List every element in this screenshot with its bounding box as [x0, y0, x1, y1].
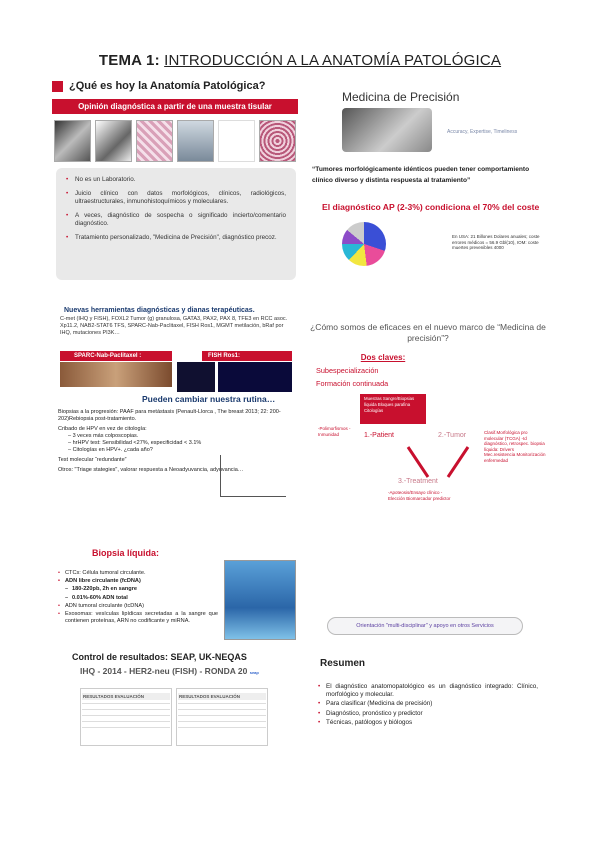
slide4-key1: Subespecialización [316, 366, 379, 375]
slide1-bullet: • A veces, diagnóstico de sospecha o significado incierto/comentario diagnóstico. [66, 212, 286, 228]
slide1-bullet: • Tratamiento personalizado, "Medicina de Precisión", diagnóstico precoz. [66, 234, 286, 242]
title-prefix: TEMA 1: [98, 52, 160, 69]
slide1-images [54, 120, 296, 162]
slide4-sample-box: Muestras Sangre/Biopsias líquida Bloques parafina Citologías [360, 394, 426, 424]
slide4-right-note: Clasif.Morfológica pro molecular (TCGA) -Id diagnóstico, retrospec. biopsia líquida: Drivers Mec.resistencia Monitorización enfermedad [484, 430, 546, 463]
slide6-subheading [80, 666, 259, 676]
slide1-box [56, 168, 296, 280]
results-table-1 [80, 688, 172, 746]
slide3-bullet: Biopsias a la progresión: PAAF para metástasis (Penault-Llorca , The breast 2013; 22: 200-202)Rebiopsia post-tratamiento. [58, 409, 281, 422]
slide3-subbullet: – 3 veces más colposcopias. [68, 433, 139, 439]
slide4-key2: Formación continuada [316, 379, 389, 388]
slide3-subbullet: – hrHPV test: Sensibilidad <27%, especificidad < 3.1% [68, 440, 202, 446]
slide-control-resultados [58, 652, 298, 752]
slide5-item: • CTCs: Célula tumoral circulante. [58, 570, 218, 577]
multidisciplinary-button: Orientación "multi-disciplinar" y apoyo en otros Servicios [327, 617, 523, 635]
slide3-heading: Nuevas herramientas diagnósticas y dianas terapéuticas. [64, 307, 255, 314]
slide2-heading: Medicina de Precisión [342, 90, 460, 104]
slide4-question: ¿Cómo somos de eficaces en el nuevo marco de “Medicina de precisión”? [310, 322, 546, 343]
blood-vessel-image [224, 560, 296, 640]
slide1-heading: ¿Qué es hoy la Anatomía Patológica? [69, 80, 266, 92]
slide-medicina-precision [312, 84, 548, 284]
red-square-icon [52, 81, 63, 92]
pie-chart-graphic [342, 222, 386, 266]
slide4-left-note: -Polimorfismos -Inmunidad [318, 426, 351, 437]
slide3-label-fish: FISH Ros1: [202, 351, 292, 361]
results-table-title: RESULTADOS EVALUACIÓN [82, 693, 170, 700]
fish-image-2 [218, 362, 292, 392]
slide4-treatment: 3.-Treatment [398, 478, 438, 485]
slide6-heading: Control de resultados: SEAP, UK-NEQAS [72, 652, 247, 662]
slide-eficacia [308, 322, 548, 512]
page-title [0, 52, 600, 69]
summary-list [318, 683, 538, 728]
slide3-subheading: Pueden cambiar nuestra rutina… [142, 394, 276, 404]
summary-bullet: • Técnicas, patólogos y biólogos [318, 719, 538, 727]
ihc-image [60, 362, 172, 387]
slide3-subbullet: – Citologías en HPV+. ¿cada año? [68, 447, 153, 453]
slide5-item: • ADN tumoral circulante (tcDNA) [58, 603, 218, 610]
slide-biopsia-liquida [52, 548, 298, 658]
slide-herramientas [52, 307, 296, 507]
engraving-image [54, 120, 91, 162]
microscope-image [95, 120, 132, 162]
slide3-bullet: Test molecular “redundante” [58, 457, 127, 463]
slide1-band: Opinión diagnóstica a partir de una muestra tisular [52, 99, 298, 114]
summary-heading: Resumen [320, 658, 366, 669]
sequence-image [218, 120, 255, 162]
microscope-photo [342, 108, 432, 152]
slide3-label-sparc: SPARC-Nab-Paclitaxel : [60, 351, 172, 361]
histology-image [136, 120, 173, 162]
slide2-tagline: Accuracy, Expertise, Timeliness [447, 129, 518, 135]
slide4-tumor: 2.-Tumor [438, 432, 467, 439]
slide1-header [52, 80, 265, 92]
summary-bullet: • Para clasificar (Medicina de precisión) [318, 700, 538, 708]
slide5-heading: Biopsia líquida: [92, 548, 160, 558]
lab-image [177, 120, 214, 162]
cycle-arrows-icon [398, 442, 478, 482]
slide5-subitem: – 0.01%-60% ADN total [58, 595, 218, 602]
title-main: INTRODUCCIÓN A LA ANATOMÍA PATOLÓGICA [164, 52, 502, 69]
slide2-quote: “Tumores morfológicamente idénticos pueden tener comportamiento clínico diverso y distinta respuesta al tratamiento” [312, 166, 530, 184]
scatter-chart-graphic [220, 455, 286, 497]
slide2-note: En USA: 21 Billones Dolares anuales; coste errores médicos = 56.9 Gbl(10), IOM: coste muertes prevenibles 4000 [452, 234, 540, 250]
slide-anatomia [52, 78, 298, 283]
slide2-diag: El diagnóstico AP (2-3%) condiciona el 70% del coste [322, 202, 540, 212]
slide1-bullet: • Juicio clínico con datos morfológicos, clínicos, radiológicos, ultraestructurales, inmunohistoquímicos y moleculares. [66, 190, 286, 206]
slide5-item: • ADN libre circulante (fcDNA) [58, 578, 218, 585]
results-table-title: RESULTADOS EVALUACIÓN [178, 693, 266, 700]
fish-image-1 [177, 362, 215, 392]
summary-bullet: • Diagnóstico, pronóstico y predictor [318, 710, 538, 718]
slide5-subitem: – 180-220pb, 2h en sangre [58, 586, 218, 593]
seap-logo: seap [249, 670, 259, 675]
slide3-bullet: Cribado de HPV en vez de citología: [58, 426, 147, 432]
slide1-bullet: • No es un Laboratorio. [66, 176, 286, 184]
slide5-item: • Exosomas: vesículas lipídicas secretadas a la sangre que contienen proteínas, ARN no codificante y miRNA. [58, 611, 218, 625]
slide3-bullet: Otros: "Triage stategies", valorar respuesta a Neoadyuvancia, adyuvancia… [58, 467, 244, 473]
slide5-list [58, 570, 218, 626]
slide3-paragraph: C-met (IHQ y FISH), FOXL2 Tumor (g) granulosa, GATA3, PAX2, PAX 8, TFE3 en RCC asoc. Xp11.2, NAB2-STAT6 TFS, SPARC-Nab-Paclitaxel, FISH Ros1, MGMT metilación, bRaf por IHQ, mutaciones PI3K… [60, 316, 288, 336]
slide4-keys: Dos claves: [360, 353, 406, 362]
tissue-image [259, 120, 296, 162]
slide4-bottom-note: -Apoteosis/Ensayo clínico -Elección Biomarcador predictor [388, 490, 451, 501]
results-table-2 [176, 688, 268, 746]
summary-bullet: • El diagnóstico anatomopatológico es un diagnóstico integrado: Clínico, morfológico y molecular. [318, 683, 538, 699]
slide4-patient: 1.-Patient [364, 432, 394, 439]
slide6-sub-text: IHQ - 2014 - HER2-neu (FISH) - RONDA 20 [80, 666, 248, 676]
